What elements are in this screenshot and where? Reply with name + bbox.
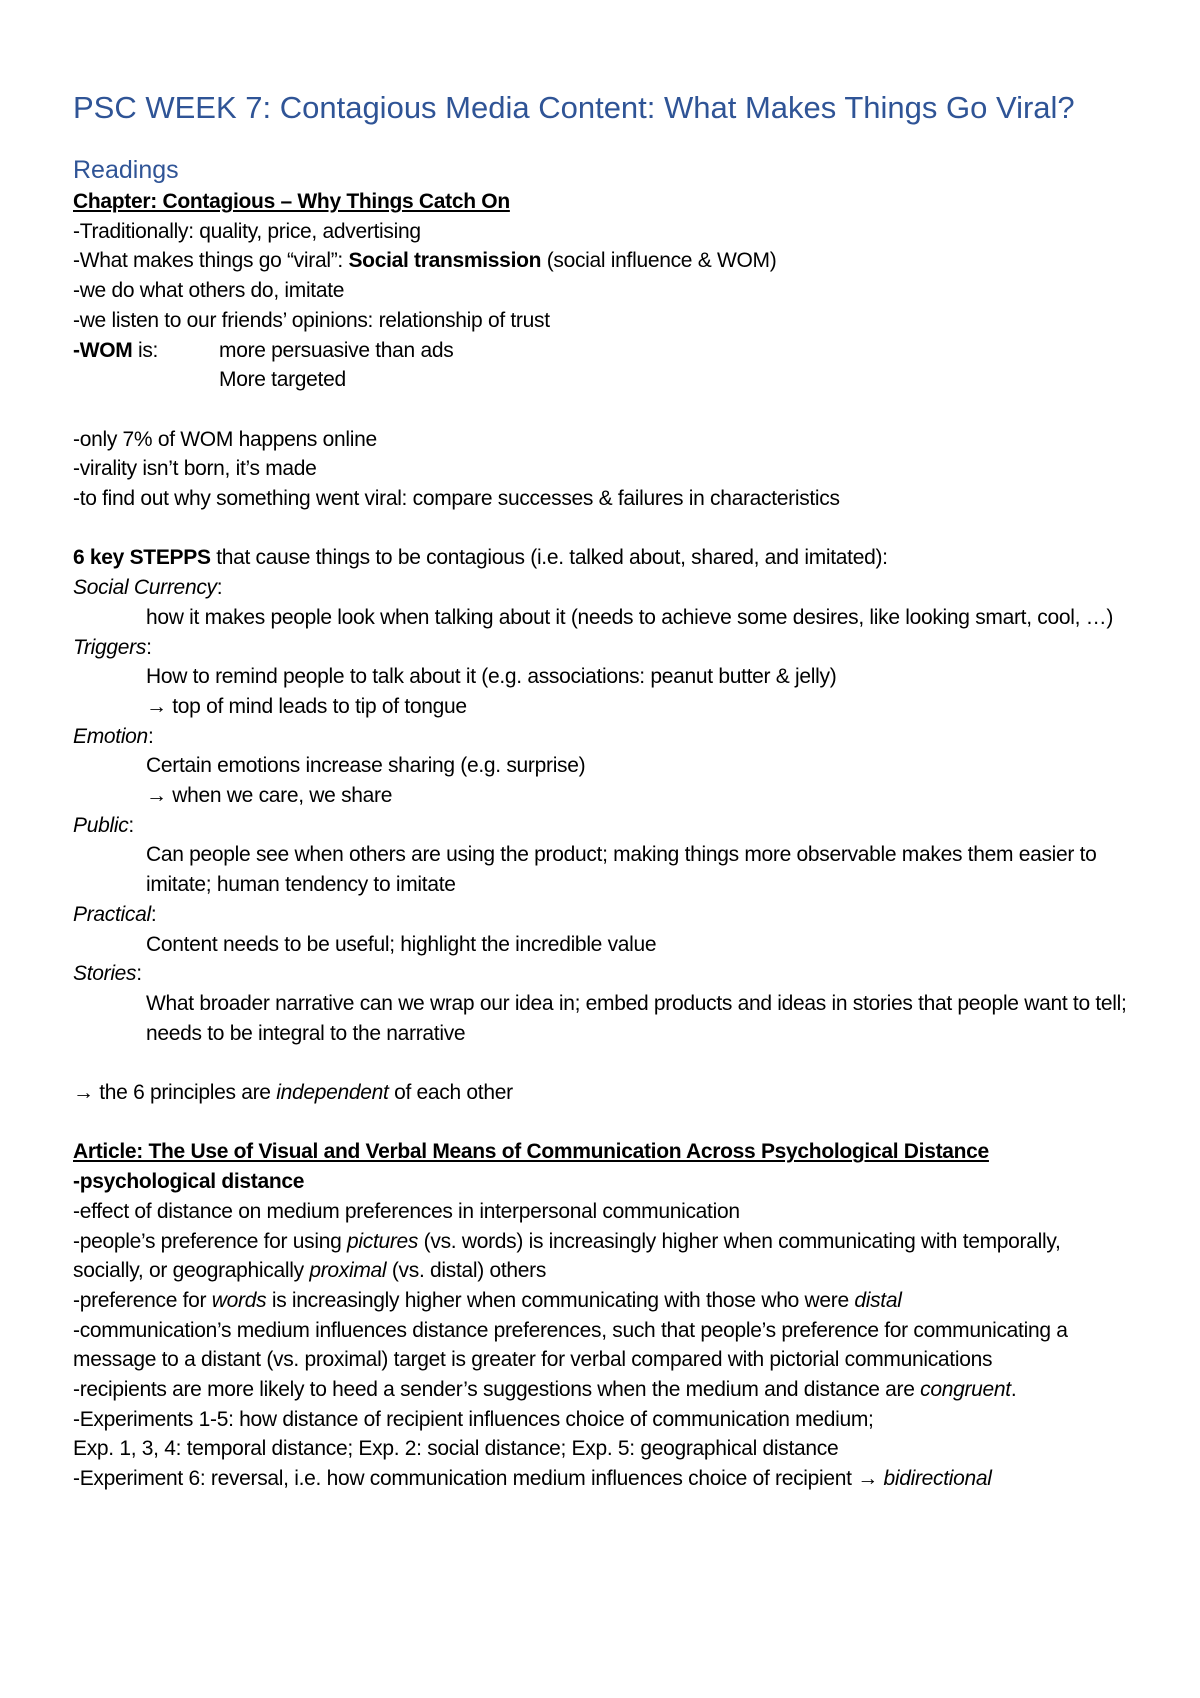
text-line: -virality isn’t born, it’s made <box>73 457 317 481</box>
stepps-item-practical: Practical: Content needs to be useful; highlight the incredible value <box>73 902 657 956</box>
stepps-item-public: Public: Can people see when others are using the product; making things more observable makes them easier to imitate; human tendency to imitate <box>73 813 1097 897</box>
arrow-icon: → <box>857 1467 878 1491</box>
text-line: -we listen to our friends’ opinions: relationship of trust <box>73 308 550 332</box>
text-line: -Experiment 6: reversal, i.e. how communication medium influences choice of recipient → bidirectional <box>73 1467 992 1491</box>
stepps-summary: → the 6 principles are independent of each other <box>73 1081 513 1105</box>
arrow-icon: → <box>146 784 167 808</box>
text-line: -only 7% of WOM happens online <box>73 427 377 451</box>
text-line: -Traditionally: quality, price, advertising <box>73 219 421 243</box>
text-line: -effect of distance on medium preferences in interpersonal communication <box>73 1199 740 1223</box>
stepps-intro: 6 key STEPPS that cause things to be contagious (i.e. talked about, shared, and imitated): <box>73 546 888 570</box>
arrow-icon: → <box>73 1081 94 1105</box>
stepps-item-stories: Stories: What broader narrative can we wrap our idea in; embed products and ideas in stories that people want to tell; needs to be integral to the narrative <box>73 962 1127 1045</box>
text-line: -we do what others do, imitate <box>73 279 345 303</box>
text-line: -preference for words is increasingly higher when communicating with those who were distal <box>73 1288 902 1312</box>
stepps-item-social-currency: Social Currency: how it makes people look when talking about it (needs to achieve some desires, like looking smart, cool, …) <box>73 576 1114 629</box>
stepps-item-triggers: Triggers: How to remind people to talk about it (e.g. associations: peanut butter & jelly) → top of mind leads to tip of tongue <box>73 635 837 718</box>
chapter-heading: Chapter: Contagious – Why Things Catch On <box>73 190 510 213</box>
stepps-item-emotion: Emotion: Certain emotions increase sharing (e.g. surprise) → when we care, we share <box>73 724 586 808</box>
chapter-section <box>73 187 1133 1494</box>
arrow-icon: → <box>146 694 167 718</box>
article-heading: Article: The Use of Visual and Verbal Means of Communication Across Psychological Distance <box>73 1140 989 1164</box>
text-line: -people’s preference for using pictures (vs. words) is increasingly higher when communicating with temporally, socially, or geographically proximal (vs. distal) others <box>73 1229 1061 1283</box>
text-line: -to find out why something went viral: compare successes & failures in characteristics <box>73 487 840 511</box>
text-line: -Experiments 1-5: how distance of recipient influences choice of communication medium; <box>73 1407 874 1431</box>
readings-heading: Readings <box>73 156 179 184</box>
text-line: -What makes things go “viral”: Social transmission (social influence & WOM) <box>73 249 777 273</box>
document-title: PSC WEEK 7: Contagious Media Content: What Makes Things Go Viral? <box>73 90 1075 125</box>
wom-line: -WOM is: more persuasive than ads <box>73 338 454 362</box>
text-line: -communication’s medium influences distance preferences, such that people’s preference for communicating a message to a distant (vs. proximal) target is greater for verbal compared with pictorial communications <box>73 1318 1068 1372</box>
text-line: Exp. 1, 3, 4: temporal distance; Exp. 2: social distance; Exp. 5: geographical distance <box>73 1437 839 1461</box>
document-page <box>73 88 1133 1494</box>
text-line: -recipients are more likely to heed a sender’s suggestions when the medium and distance are congruent. <box>73 1378 1017 1402</box>
wom-line: More targeted <box>219 368 346 392</box>
text-line: -psychological distance <box>73 1170 305 1194</box>
